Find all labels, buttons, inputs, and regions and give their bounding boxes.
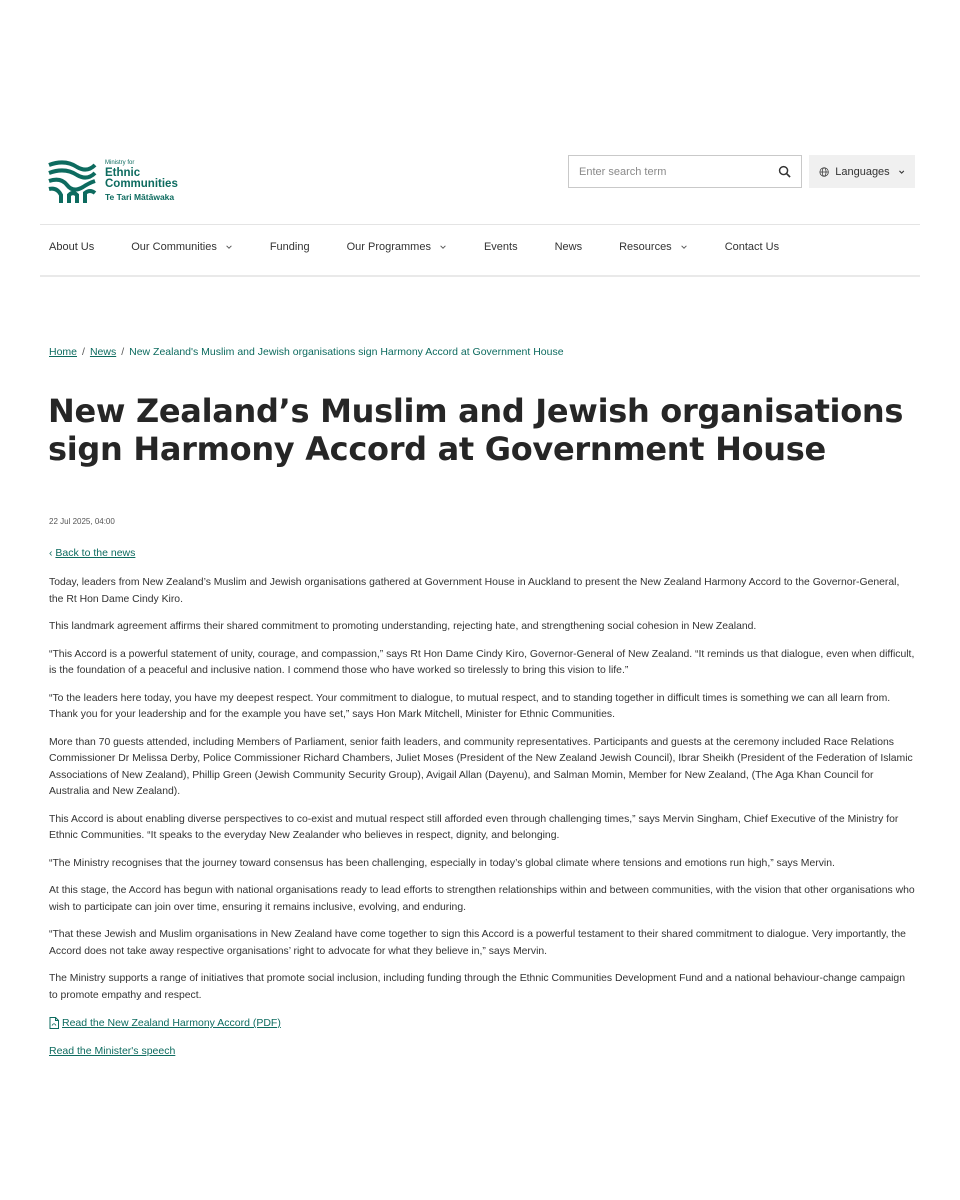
breadcrumb-current: New Zealand's Muslim and Jewish organisations sign Harmony Accord at Government House [129,346,564,358]
nav-divider [40,275,920,277]
nav-item-news[interactable] [555,241,583,253]
breadcrumb: Home / News / New Zealand's Muslim and Jewish organisations sign Harmony Accord at Government House [49,346,564,358]
nav-item-label: About Us [49,241,95,253]
nav-item-label: Resources [619,241,672,253]
article-paragraph: Today, leaders from New Zealand’s Muslim and Jewish organisations gathered at Government House in Auckland to present the New Zealand Harmony Accord to the Governor-General, the Rt Hon Dame Cindy Kiro. [49,577,900,605]
nav-item-our-programmes[interactable] [347,241,447,253]
search-icon[interactable] [777,165,791,179]
article-paragraph: The Ministry supports a range of initiatives that promote social inclusion, including funding through the Ethnic Communities Development Fund and a national behaviour-change campaign to promote empathy and respect. [49,973,905,1001]
pdf-file-icon [49,1017,59,1029]
globe-icon [819,165,829,179]
search-input[interactable] [579,166,777,178]
back-to-news[interactable] [49,547,135,559]
logo-ministry-for: Ministry for [105,160,135,167]
article-paragraph: This Accord is about enabling diverse perspectives to co-exist and mutual respect still afforded even through challenging times,” says Mervin Singham, Chief Executive of the Ministry for Ethnic Communities. “It speaks to the everyday New Zealander who believes in respect, dignity, and belonging. [49,813,899,841]
nav-item-about-us[interactable] [49,241,94,253]
nav-item-label: Events [483,241,518,253]
article-paragraph: At this stage, the Accord has begun with national organisations ready to lead efforts to strengthen relationships within and between communities, with the vision that other organisations who wish to participate can join over time, ensuring it remains inclusive, evolving, and enduring. [49,885,915,913]
chevron-down-icon [680,243,688,251]
harmony-accord-pdf-link[interactable]: Read the New Zealand Harmony Accord (PDF) [62,1017,281,1029]
page-title: New Zealand’s Muslim and Jewish organisations sign Harmony Accord at Government House [48,392,904,468]
article-paragraph: This landmark agreement affirms their shared commitment to promoting understanding, rejecting hate, and strengthening social cohesion in New Zealand. [49,621,757,632]
nav-item-funding[interactable] [270,241,310,253]
nav-item-contact-us[interactable] [725,241,779,253]
search-box [568,155,802,188]
nav-item-label: Contact Us [724,241,780,253]
nav-item-our-communities[interactable] [131,241,233,253]
logo-maori-name: Te Tari Mātāwaka [105,192,175,203]
speech-link-row [49,1043,915,1060]
back-to-news-link[interactable]: Back to the news [55,547,136,559]
article-paragraph: “That these Jewish and Muslim organisations in New Zealand have come together to sign this Accord is a powerful testament to their shared commitment to dialogue. Very importantly, the Accord does not take away respective organisations’ right to advocate for what they believe in,” says Mervin. [49,929,906,957]
site-logo[interactable] [47,157,178,205]
logo-line-communities: Communities [105,178,178,191]
nav-item-events[interactable] [484,241,518,253]
nav-item-label: Our Programmes [346,241,431,253]
nav-item-label: Funding [269,241,310,253]
breadcrumb-home-link[interactable]: Home [49,346,78,358]
nav-item-resources[interactable] [619,241,688,253]
article-paragraph: “To the leaders here today, you have my deepest respect. Your commitment to dialogue, to mutual respect, and to standing together in difficult times is something we can all learn from. Thank you for your leadership and for the example you have set,” says Hon Mark Mitchell, Minister for Ethnic Communities. [49,692,891,720]
logo-mark-icon [47,157,97,205]
article-body [49,575,915,1070]
article-date: 22 Jul 2025, 04:00 [49,517,115,526]
languages-dropdown[interactable] [809,155,915,188]
article-paragraph: “This Accord is a powerful statement of unity, courage, and compassion,” says Rt Hon Dame Cindy Kiro, Governor-General of New Zealand. “It reminds us that dialogue, even when difficult, is the foundation of a peaceful and inclusive nation. I commend those who have worked so tirelessly to bring this vision to life.” [49,648,915,676]
chevron-down-icon [225,243,233,251]
chevron-down-icon [439,243,447,251]
pdf-link-row [49,1015,915,1032]
chevron-left-icon: ‹ [49,547,56,559]
nav-item-label: Our Communities [131,241,217,253]
article-paragraph: More than 70 guests attended, including Members of Parliament, senior faith leaders, and community representatives. Participants and guests at the ceremony included Race Relations Commissioner Dr Melissa Derby, Police Commissioner Richard Chambers, Juliet Moses (President of the New Zealand Jewish Council), Ibrar Sheikh (President of the Federation of Islamic Associations of New Zealand), Phillip Green (Jewish Community Security Group), Avigail Allan (Dayenu), and Salman Momin, Member for New Zealand, (The Aga Khan Council for Australia and New Zealand). [49,736,913,797]
nav-item-label: News [554,241,583,253]
logo-line-ethnic: Ethnic [105,167,141,180]
languages-label: Languages [835,165,890,178]
breadcrumb-news-link[interactable]: News [89,346,117,358]
main-nav [49,241,816,253]
chevron-down-icon [898,167,905,177]
header-divider [40,224,920,225]
ministers-speech-link[interactable]: Read the Minister's speech [49,1044,176,1057]
article-paragraph: “The Ministry recognises that the journey toward consensus has been challenging, especially in today’s global climate where tensions and emotions run high,” says Mervin. [49,857,835,869]
